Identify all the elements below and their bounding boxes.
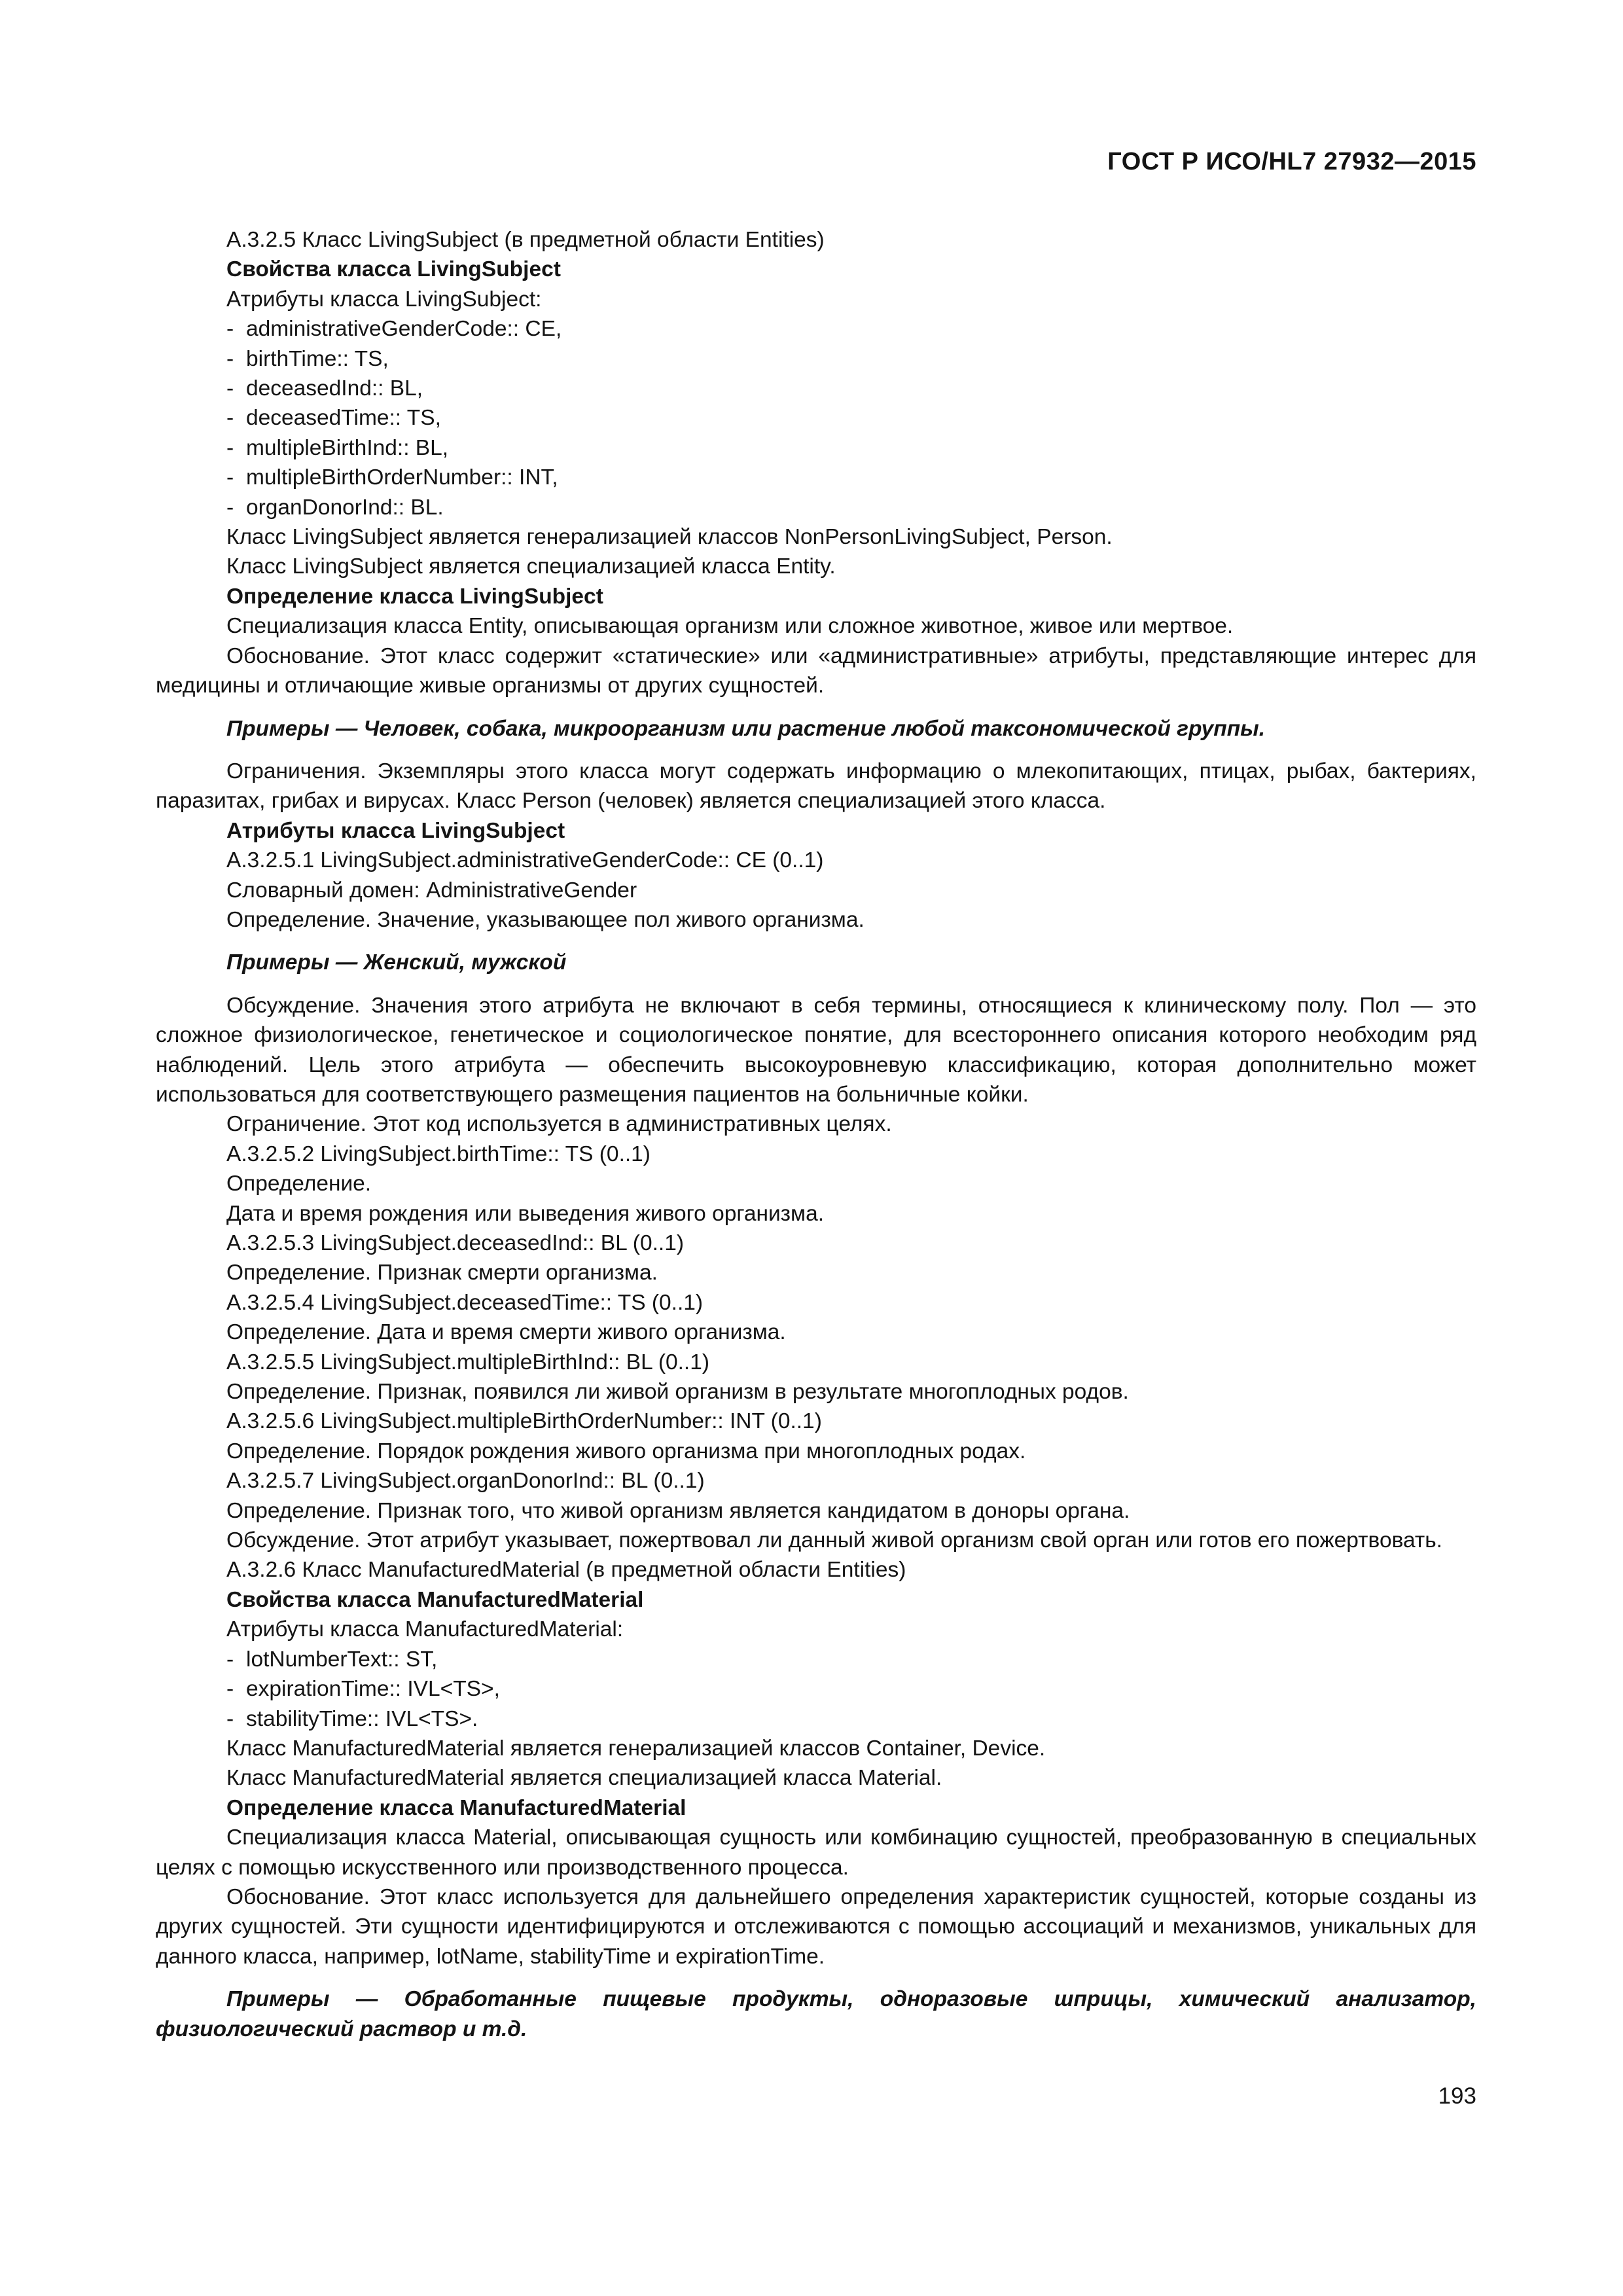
paragraph: Специализация класса Material, описывающая сущность или комбинацию сущностей, преобразованную в специальных целях с помощью искусственного или производственного процесса. [156, 1825, 1476, 1880]
example-note: Примеры — Человек, собака, микроорганизм или растение любой таксономической группы. [226, 716, 1266, 741]
paragraph: А.3.2.6 Класс ManufacturedMaterial (в предметной области Entities) [226, 1558, 906, 1583]
list-item-text: organDonorInd:: BL. [246, 495, 444, 520]
paragraph: А.3.2.5.1 LivingSubject.administrativeGenderCode:: CE (0..1) [226, 848, 824, 873]
paragraph: А.3.2.5.6 LivingSubject.multipleBirthOrderNumber:: INT (0..1) [226, 1409, 822, 1434]
list-item-text: multipleBirthOrderNumber:: INT, [246, 465, 558, 490]
paragraph: Класс ManufacturedMaterial является специализацией класса Material. [226, 1766, 942, 1791]
page-number: 193 [1438, 2083, 1476, 2109]
paragraph: Ограничение. Этот код используется в административных целях. [226, 1112, 892, 1137]
paragraph: Класс LivingSubject является генерализацией классов NonPersonLivingSubject, Person. [226, 525, 1113, 550]
list-item-text: stabilityTime:: IVL<TS>. [246, 1706, 478, 1731]
list-bullet-dash: - [226, 376, 234, 401]
list-item [156, 1645, 1476, 1674]
paragraph: А.3.2.5.4 LivingSubject.deceasedTime:: TS (0..1) [226, 1290, 704, 1315]
list-item [156, 374, 1476, 403]
list-item-text: lotNumberText:: ST, [246, 1647, 438, 1672]
list-item-text: birthTime:: TS, [246, 346, 389, 371]
list-item-text: expirationTime:: IVL<TS>, [246, 1677, 500, 1702]
list-bullet-dash: - [226, 495, 234, 520]
list-item-text: administrativeGenderCode:: CE, [246, 317, 562, 342]
paragraph: Класс ManufacturedMaterial является генерализацией классов Container, Device. [226, 1736, 1046, 1761]
paragraph: Словарный домен: AdministrativeGender [226, 878, 637, 903]
list-item-text: multipleBirthInd:: BL, [246, 435, 449, 460]
list-item [156, 463, 1476, 492]
paragraph: Определение. Дата и время смерти живого организма. [226, 1320, 786, 1345]
paragraph: Определение. Порядок рождения живого организма при многоплодных родах. [226, 1439, 1026, 1463]
paragraph: Обсуждение. Значения этого атрибута не включают в себя термины, относящиеся к клиническому полу. Пол — это сложное физиологическое, генетическое и социологическое понятие, для всестороннего описания которого необходим ряд наблюдений. Цель этого атрибута — обеспечить высокоуровневую классификацию, которая дополнительно может использоваться для соответствующего размещения пациентов на больничные койки. [156, 993, 1476, 1107]
list-bullet-dash: - [226, 465, 234, 490]
paragraph: Определение. Признак смерти организма. [226, 1261, 658, 1285]
paragraph: Определение. Признак, появился ли живой организм в результате многоплодных родов. [226, 1380, 1129, 1405]
document-standard-code: ГОСТ Р ИСО/HL7 27932—2015 [1107, 148, 1476, 175]
document-body [156, 225, 1476, 2057]
list-bullet-dash: - [226, 1706, 234, 1731]
paragraph: Специализация класса Entity, описывающая организм или сложное животное, живое или мертвое. [226, 614, 1234, 639]
paragraph: Определение. Признак того, что живой организм является кандидатом в доноры органа. [226, 1498, 1130, 1523]
list-bullet-dash: - [226, 317, 234, 342]
paragraph: Атрибуты класса ManufacturedMaterial: [226, 1617, 624, 1642]
list-item-text: deceasedTime:: TS, [246, 406, 441, 431]
list-bullet-dash: - [226, 1677, 234, 1702]
list-item [156, 493, 1476, 522]
list-item-text: deceasedInd:: BL, [246, 376, 423, 401]
example-note: Примеры — Женский, мужской [226, 950, 567, 975]
paragraph: А.3.2.5.3 LivingSubject.deceasedInd:: BL (0..1) [226, 1231, 684, 1255]
list-bullet-dash: - [226, 1647, 234, 1672]
list-bullet-dash: - [226, 346, 234, 371]
paragraph: Ограничения. Экземпляры этого класса могут содержать информацию о млекопитающих, птицах, рыбах, бактериях, паразитах, грибах и вирусах. Класс Person (человек) является специализацией этого класса. [156, 759, 1476, 814]
paragraph: Определение. Значение, указывающее пол живого организма. [226, 907, 865, 932]
list-bullet-dash: - [226, 406, 234, 431]
paragraph: Обсуждение. Этот атрибут указывает, пожертвовал ли данный живой организм свой орган или готов его пожертвовать. [226, 1528, 1442, 1553]
paragraph: А.3.2.5.2 LivingSubject.birthTime:: TS (0..1) [226, 1141, 651, 1166]
list-bullet-dash: - [226, 435, 234, 460]
section-heading: Атрибуты класса LivingSubject [226, 818, 565, 843]
example-note: Примеры — Обработанные пищевые продукты, одноразовые шприцы, химический анализатор, физиологический раствор и т.д. [156, 1987, 1476, 2041]
paragraph: Класс LivingSubject является специализацией класса Entity. [226, 554, 836, 579]
paragraph: А.3.2.5.7 LivingSubject.organDonorInd:: BL (0..1) [226, 1469, 705, 1494]
list-item [156, 344, 1476, 374]
list-item [156, 1674, 1476, 1704]
list-item [156, 403, 1476, 433]
list-item [156, 433, 1476, 463]
paragraph: Определение. [226, 1172, 372, 1196]
section-heading: Определение класса ManufacturedMaterial [226, 1795, 687, 1820]
paragraph: Обоснование. Этот класс используется для дальнейшего определения характеристик сущностей, которые созданы из других сущностей. Эти сущности идентифицируются и отслеживаются с помощью ассоциаций и механизмов, уникальных для данного класса, например, lotName, stabilityTime и expirationTime. [156, 1884, 1476, 1969]
section-heading: Свойства класса ManufacturedMaterial [226, 1587, 644, 1612]
list-item [156, 1704, 1476, 1734]
paragraph: Обоснование. Этот класс содержит «статические» или «административные» атрибуты, представляющие интерес для медицины и отличающие живые организмы от других сущностей. [156, 643, 1476, 698]
paragraph: Атрибуты класса LivingSubject: [226, 287, 542, 312]
paragraph: А.3.2.5.5 LivingSubject.multipleBirthInd:: BL (0..1) [226, 1350, 710, 1374]
section-heading: Свойства класса LivingSubject [226, 257, 561, 282]
list-item [156, 314, 1476, 344]
paragraph: Дата и время рождения или выведения живого организма. [226, 1201, 825, 1226]
section-heading: Определение класса LivingSubject [226, 584, 603, 609]
paragraph: А.3.2.5 Класс LivingSubject (в предметной области Entities) [226, 228, 825, 252]
